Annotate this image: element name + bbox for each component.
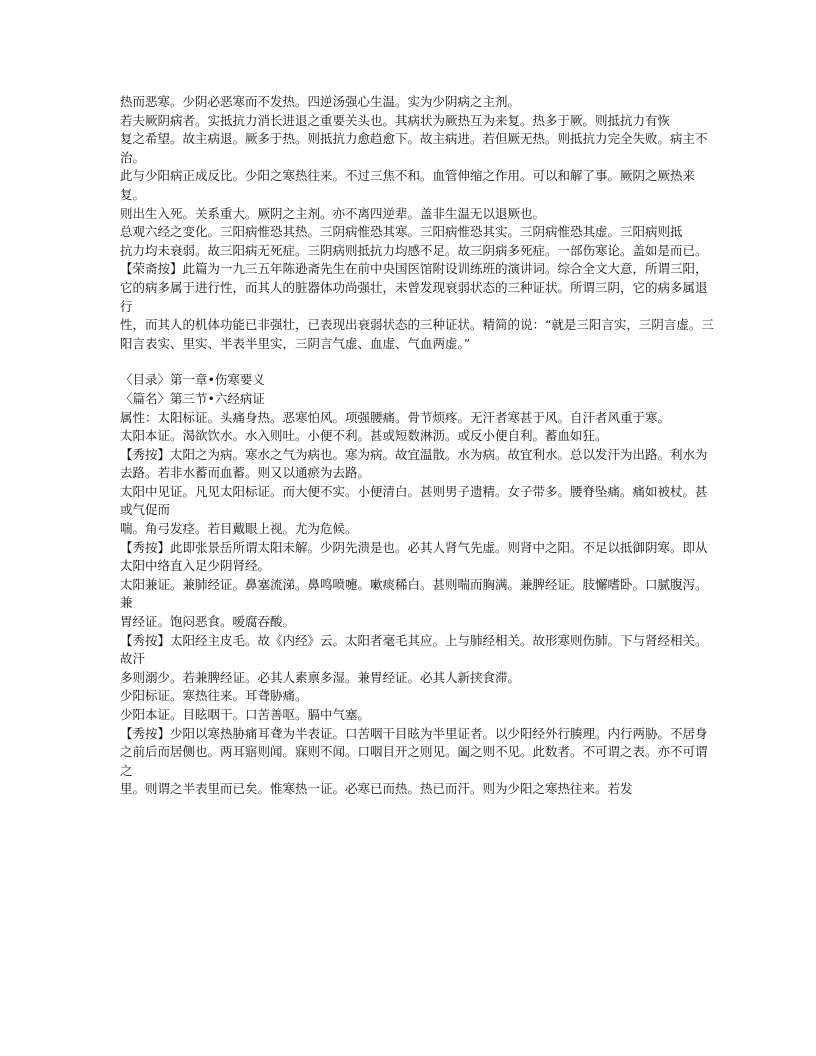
- note-line: 多则溺少。若兼脾经证。必其人素禀多湿。兼胃经证。必其人新挟食滞。: [120, 669, 521, 685]
- chapter-title-line: 〈篇名〉第三节•六经病证: [120, 390, 265, 406]
- text-line: 太阳兼证。兼肺经证。鼻塞流涕。鼻鸣喷嚏。嗽痰稀白。甚则喘而胸满。兼脾经证。肢懈嗜卧。口腻腹泻。兼: [120, 576, 708, 611]
- note-line: 它的病多属于进行性，而其人的脏器体功尚强壮，未曾发现衰弱状态的三种证状。所谓三阴，它的病多属退行: [120, 279, 708, 314]
- text-block-lower: [120, 371, 716, 799]
- text-line: 抗力均未衰弱。故三阳病无死症。三阴病则抵抗力均感不足。故三阴病多死症。一部伤寒论。盖如是而已。: [120, 242, 708, 258]
- text-line: 太阳中见证。凡见太阳标证。而大便不实。小便清白。甚则男子遗精。女子带多。腰脊坠痛。痛如被杖。甚或气促而: [120, 483, 708, 518]
- section-gap: [120, 353, 716, 371]
- note-line: 里。则谓之半表里而已矣。惟寒热一证。必寒已而热。热已而汗。则为少阳之寒热往来。若发: [120, 781, 633, 797]
- note-line: 【秀按】太阳经主皮毛。故《内经》云。太阳者毫毛其应。上与肺经相关。故形寒则伤肺。下与肾经相关。故汗: [120, 632, 708, 667]
- text-line: 则出生入死。关系重大。厥阴之主剂。亦不离四逆辈。盖非生温无以退厥也。: [120, 205, 546, 221]
- note-line: 【秀按】太阳之为病。寒水之气为病也。寒为病。故宜温散。水为病。故宜利水。总以发汗为出路。利水为: [120, 446, 708, 462]
- note-line: 【秀按】此即张景岳所谓太阳未解。少阴先溃是也。必其人肾气先虚。则肾中之阳。不足以抵御阴寒。即从: [120, 539, 708, 555]
- text-line: 少阳本证。目眩咽干。口苦善呕。膈中气塞。: [120, 707, 371, 722]
- text-line: 少阳标证。寒热往来。耳聋胁痛。: [120, 688, 308, 704]
- text-line: 若夫厥阴病者。实抵抗力消长进退之重要关头也。其病状为厥热互为来复。热多于厥。则抵抗力有恢: [120, 112, 671, 128]
- note-line: 性，而其人的机体功能已非强壮，已表现出衰弱状态的三种证状。精简的说：“就是三阳言实，三阴言虚。三: [120, 317, 714, 333]
- note-line: 【荣斋按】此篇为一九三五年陈逊斋先生在前中央国医馆附设训练班的演讲词。综合全文大意，所谓三阳，: [120, 261, 708, 277]
- note-line: 【秀按】少阳以寒热胁痛耳聋为半表证。口苦咽干目眩为半里证者。以少阳经外行腠理。内行两胁。不居身: [120, 725, 708, 741]
- toc-line: 〈目录〉第一章•伤寒要义: [120, 372, 265, 388]
- text-line: 胃经证。饱闷恶食。嗳腐吞酸。: [120, 614, 296, 630]
- note-line: 之前后而居侧也。两耳寤则闻。寐则不闻。口咽目开之则见。阖之则不见。此数者。不可谓之表。亦不可谓之: [120, 744, 708, 778]
- note-line: 阳言表实、里实、半表半里实，三阴言气虚、血虚、气血两虚。”: [120, 335, 471, 351]
- text-line: 复之希望。故主病退。厥多于热。则抵抗力愈趋愈下。故主病进。若但厥无热。则抵抗力完全失败。病主不治。: [120, 131, 708, 165]
- text-line: 热而恶寒。少阴必恶寒而不发热。四逆汤强心生温。实为少阴病之主剂。: [120, 94, 521, 109]
- text-line: 总观六经之变化。三阳病惟恐其热。三阴病惟恐其寒。三阳病惟恐其实。三阴病惟恐其虚。三阳病则抵: [120, 224, 683, 240]
- text-line: 喘。角弓发痉。若目戴眼上视。尤为危候。: [120, 521, 358, 537]
- note-line: 去路。若非水蓄而血蓄。则又以通瘀为去路。: [120, 465, 371, 481]
- note-line: 太阳中络直入足少阴肾经。: [120, 558, 271, 574]
- text-line: 属性：太阳标证。头痛身热。恶寒怕风。项强腰痛。骨节烦疼。无汗者寒甚于风。自汗者风重于寒。: [120, 409, 671, 425]
- text-block-upper: [120, 93, 716, 353]
- text-line: 此与少阳病正成反比。少阳之寒热往来。不过三焦不和。血管伸缩之作用。可以和解了事。厥阴之厥热来复。: [120, 168, 696, 202]
- text-line: 太阳本证。渴欲饮水。水入则吐。小便不利。甚或短数淋沥。或反小便自利。蓄血如狂。: [120, 428, 608, 444]
